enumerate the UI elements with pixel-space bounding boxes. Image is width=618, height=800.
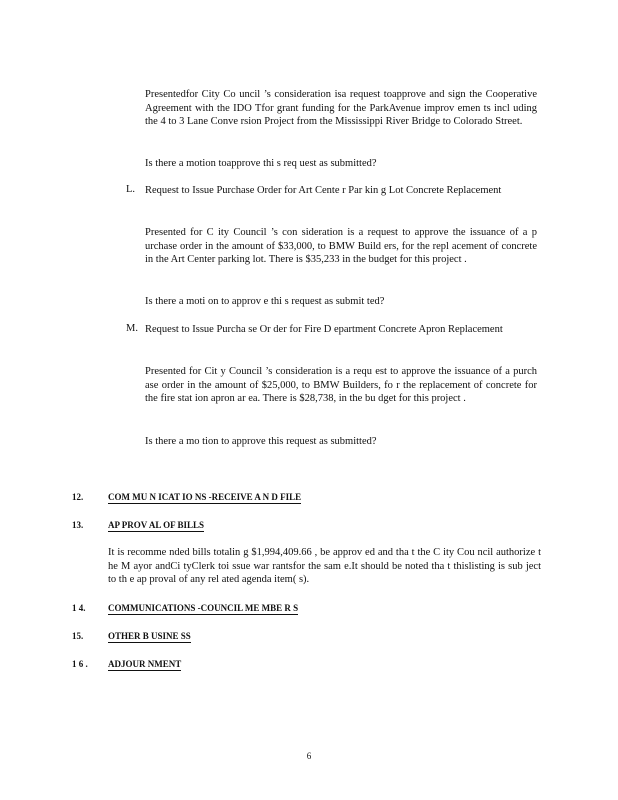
intro-motion-question: Is there a motion toapprove thi s req uest as submitted?: [145, 158, 377, 169]
item-m-title: Request to Issue Purcha se Or der for Fire D epartment Concrete Apron Replacement: [145, 324, 503, 335]
intro-paragraph: Presentedfor City Co uncil ’s consideration isa request toapprove and sign the Cooperative Agreement with the IDO Tfor grant funding for the ParkAvenue improv emen ts incl uding the 4 to 3 Lane Conve rsion Project from the Mississippi River Bridge to Colorado Street.: [145, 89, 537, 127]
item-m-motion-question: Is there a mo tion to approve this request as submitted?: [145, 436, 377, 447]
item-m-letter: M.: [126, 323, 138, 334]
section-14-title: COMMUNICATIONS -COUNCIL ME MBE R S: [108, 603, 299, 613]
item-l-motion-question: Is there a moti on to approv e thi s request as submit ted?: [145, 296, 385, 307]
item-l-letter: L.: [126, 184, 136, 195]
section-13-number: 13.: [72, 520, 84, 530]
section-14-number: 1 4.: [72, 603, 86, 613]
section-16-number: 1 6 .: [72, 659, 88, 669]
section-12-number: 12.: [72, 492, 84, 502]
item-l-paragraph: Presented for C ity Council ’s con sideration is a request to approve the issuance of a p urchase order in the amount of $33,000, to BMW Build ers, for the repl acement of concrete in the Art Center parking lot. There is $35,233 in the budget for this project .: [145, 227, 537, 265]
section-13-title: AP PROV AL OF BILLS: [108, 520, 205, 530]
item-l-title: Request to Issue Purchase Order for Art Cente r Par kin g Lot Concrete Replacement: [145, 185, 502, 196]
section-16-title: ADJOUR NMENT: [108, 659, 182, 669]
item-m-paragraph: Presented for Cit y Council ’s consideration is a requ est to approve the issuance of a purch ase order in the amount of $25,000, to BMW Builders, fo r the replacement of concrete for the fire stat ion apron ar ea. There is $28,738, in the bu dget for this project .: [145, 366, 537, 404]
section-15-title: OTHER B USINE SS: [108, 631, 191, 641]
section-13-body: It is recomme nded bills totalin g $1,994,409.66 , be approv ed and tha t the C ity Cou ncil authorize t he M ayor andCi tyClerk toi ssue war rantsfor the sam e.It should be noted tha t thislisting is sub ject to th e ap proval of any rel ated agenda item( s).: [108, 547, 541, 585]
section-12-title: COM MU N ICAT IO NS -RECEIVE A N D FILE: [108, 492, 302, 502]
page-number: 6: [306, 751, 312, 761]
section-15-number: 15.: [72, 631, 84, 641]
